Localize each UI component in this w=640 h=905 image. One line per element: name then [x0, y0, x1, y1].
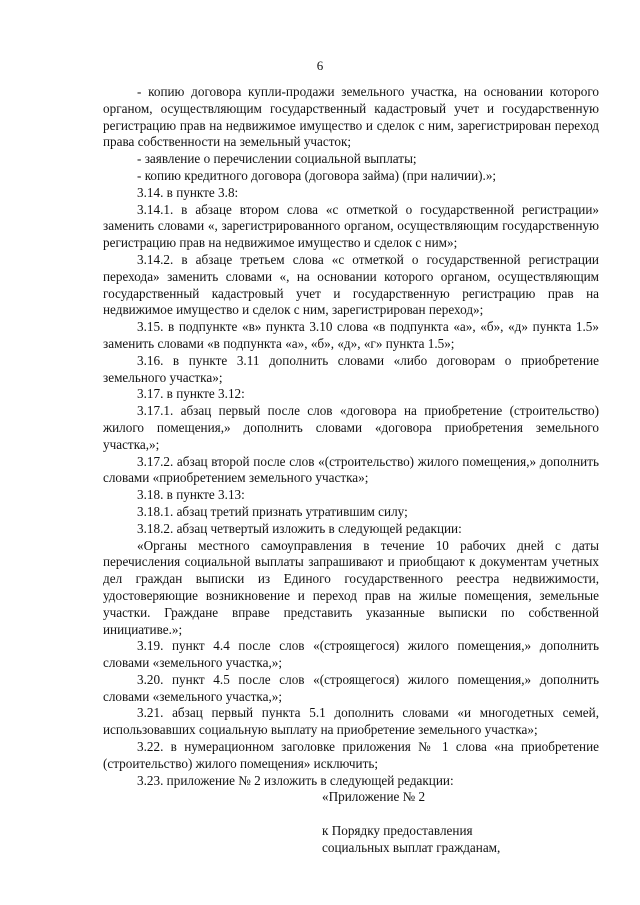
paragraph: 3.18.1. абзац третий признать утратившим силу; [137, 503, 408, 519]
paragraph: 3.17.1. абзац первый после слов «договора на приобретение (строительство) жилого помещения,» дополнить словами «договора приобретения земельного участка,»; [103, 403, 599, 452]
paragraph: 3.17. в пункте 3.12: [137, 386, 245, 402]
page-number: 6 [316, 58, 324, 73]
paragraph: 3.23. приложение № 2 изложить в следующей редакции: [137, 772, 454, 788]
paragraph: - заявление о перечислении социальной выплаты; [137, 151, 417, 167]
paragraph: 3.21. абзац первый пункта 5.1 дополнить словами «и многодетных семей, использовавших социальную выплату на приобретение земельного участка»; [103, 705, 599, 738]
paragraph: 3.18. в пункте 3.13: [137, 487, 245, 503]
document-body [103, 84, 599, 857]
paragraph: «Органы местного самоуправления в течение 10 рабочих дней с даты перечисления социальной выплаты запрашивают и приобщают к документам учетных дел граждан выписки из Единого государственного реестра недвижимости, удостоверяющие возникновение и переход прав на жилые помещения, земельные участки. Граждане вправе представить указанные выписки по собственной инициативе.»; [103, 537, 599, 637]
paragraph: 3.14.2. в абзаце третьем слова «с отметкой о государственной регистрации перехода» заменить словами «, на основании которого органом, осуществляющим государственный кадастровый учет и государственную регистрацию прав на недвижимое имущество и сделок с ним, зарегистрирован переход»; [103, 251, 599, 318]
appendix-title: «Приложение № 2 [322, 789, 426, 805]
paragraph: 3.20. пункт 4.5 после слов «(строящегося) жилого помещения,» дополнить словами «земельного участка,»; [103, 671, 599, 704]
appendix-line: социальных выплат гражданам, [322, 840, 501, 856]
paragraph: 3.14.1. в абзаце втором слова «с отметкой о государственной регистрации» заменить словами «, зарегистрированного органом, осуществляющим государственную регистрацию прав на недвижимое имущество и сделок с ним»; [103, 201, 599, 251]
spacer [322, 806, 599, 823]
appendix-line: к Порядку предоставления [322, 823, 473, 839]
paragraph: 3.18.2. абзац четвертый изложить в следующей редакции: [137, 520, 462, 536]
paragraph: 3.16. в пункте 3.11 дополнить словами «либо договорам о приобретение земельного участка»; [103, 352, 599, 385]
paragraph: 3.14. в пункте 3.8: [137, 184, 239, 200]
paragraph: 3.19. пункт 4.4 после слов «(строящегося) жилого помещения,» дополнить словами «земельного участка,»; [103, 638, 599, 671]
paragraph: 3.15. в подпункте «в» пункта 3.10 слова «в подпункта «а», «б», «д» пункта 1.5» заменить словами «в подпункта «а», «б», «д», «г» пункта 1.5»; [103, 319, 599, 351]
paragraph: - копию договора купли-продажи земельного участка, на основании которого органом, осуществляющим государственный кадастровый учет и государственную регистрацию прав на недвижимое имущество и сделок с ним, зарегистрирован переход права собственности на земельный участок; [103, 84, 599, 150]
paragraph: - копию кредитного договора (договора займа) (при наличии).»; [137, 167, 497, 183]
paragraph: 3.22. в нумерационном заголовке приложения № 1 слова «на приобретение (строительство) жилого помещения» исключить; [103, 739, 599, 771]
appendix-heading-block [322, 789, 599, 856]
paragraph: 3.17.2. абзац второй после слов «(строительство) жилого помещения,» дополнить словами «приобретением земельного участка»; [103, 453, 599, 486]
